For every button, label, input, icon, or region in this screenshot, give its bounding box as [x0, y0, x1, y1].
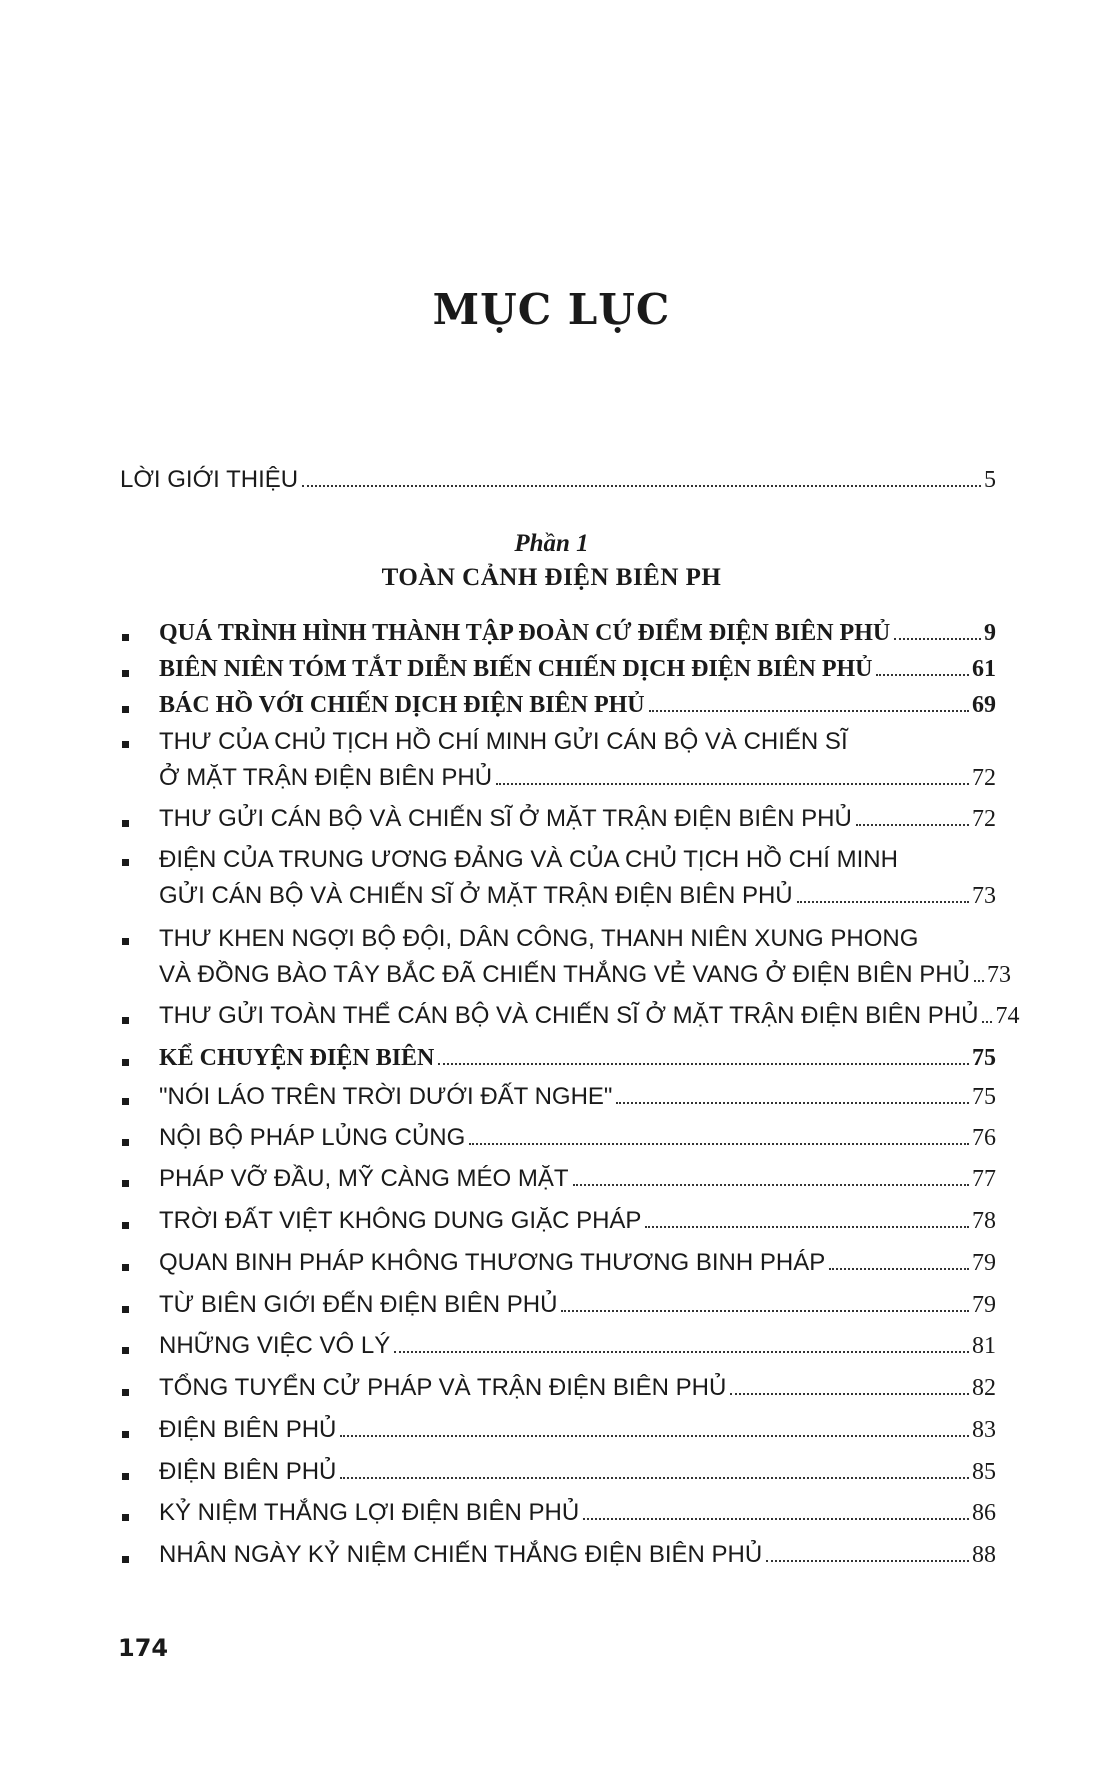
dot-leader — [302, 485, 981, 487]
toc-entry[interactable] — [120, 925, 1011, 993]
toc-entry-title: LỜI GIỚI THIỆU — [120, 466, 299, 493]
toc-entry-title: KỂ CHUYỆN ĐIỆN BIÊN — [159, 1045, 435, 1071]
bullet-icon — [122, 1389, 129, 1396]
toc-entry-title-line1: THƯ CỦA CHỦ TỊCH HỒ CHÍ MINH GỬI CÁN BỘ VÀ CHIẾN SĨ — [159, 728, 848, 755]
toc-entry-title: BIÊN NIÊN TÓM TẮT DIỄN BIẾN CHIẾN DỊCH ĐIỆN BIÊN PHỦ — [159, 656, 873, 682]
dot-leader — [766, 1560, 969, 1562]
page-title: MỤC LỤC — [432, 285, 671, 334]
toc-entry-page: 72 — [972, 765, 996, 791]
toc-entry-title: QUAN BINH PHÁP KHÔNG THƯƠNG THƯƠNG BINH PHÁP — [159, 1249, 826, 1276]
toc-entry-title-line1: ĐIỆN CỦA TRUNG ƯƠNG ĐẢNG VÀ CỦA CHỦ TỊCH HỒ CHÍ MINH — [159, 846, 898, 873]
bullet-icon — [122, 938, 129, 945]
toc-entry-title: Ở MẶT TRẬN ĐIỆN BIÊN PHỦ — [159, 764, 493, 791]
bullet-icon — [122, 1098, 129, 1105]
toc-entry[interactable] — [120, 1283, 996, 1323]
bullet-icon — [122, 1059, 129, 1066]
toc-entry-title: QUÁ TRÌNH HÌNH THÀNH TẬP ĐOÀN CỨ ĐIỂM ĐIỆN BIÊN PHỦ — [159, 620, 891, 646]
toc-entry-page: 75 — [972, 1084, 996, 1110]
page-number: 174 — [118, 1634, 169, 1662]
toc-entry-title: THƯ GỬI CÁN BỘ VÀ CHIẾN SĨ Ở MẶT TRẬN ĐIỆN BIÊN PHỦ — [159, 805, 852, 832]
bullet-icon — [122, 820, 129, 827]
toc-entry-page: 81 — [972, 1333, 996, 1359]
dot-leader — [469, 1143, 969, 1145]
bullet-icon — [122, 1556, 129, 1563]
toc-entry-title: GỬI CÁN BỘ VÀ CHIẾN SĨ Ở MẶT TRẬN ĐIỆN BIÊN PHỦ — [159, 882, 793, 909]
toc-entry-title-line1: THƯ KHEN NGỢI BỘ ĐỘI, DÂN CÔNG, THANH NIÊN XUNG PHONG — [159, 925, 919, 952]
toc-entry[interactable] — [120, 1241, 996, 1281]
toc-entry[interactable] — [120, 1199, 996, 1239]
toc-entry-page: 86 — [972, 1500, 996, 1526]
dot-leader — [829, 1268, 969, 1270]
dot-leader — [583, 1518, 969, 1520]
toc-entry-page: 9 — [984, 620, 996, 646]
toc-entry-title: TỔNG TUYỂN CỬ PHÁP VÀ TRẬN ĐIỆN BIÊN PHỦ — [159, 1374, 727, 1401]
bullet-icon — [122, 1431, 129, 1438]
toc-entry[interactable] — [120, 1116, 996, 1156]
bullet-icon — [122, 1222, 129, 1229]
bullet-icon — [122, 859, 129, 866]
toc-entry-page: 82 — [972, 1375, 996, 1401]
dot-leader — [438, 1063, 969, 1065]
toc-entry[interactable] — [120, 728, 996, 796]
part-title: TOÀN CẢNH ĐIỆN BIÊN PH — [381, 564, 722, 591]
toc-entry[interactable] — [120, 1324, 996, 1364]
dot-leader — [894, 638, 981, 640]
bullet-icon — [122, 706, 129, 713]
toc-entry-page: 88 — [972, 1542, 996, 1568]
toc-entry-page: 69 — [972, 692, 996, 718]
toc-entry[interactable] — [120, 1408, 996, 1448]
toc-entry-title: KỶ NIỆM THẮNG LỢI ĐIỆN BIÊN PHỦ — [159, 1499, 580, 1526]
toc-entry[interactable] — [120, 647, 996, 687]
toc-entry-page: 79 — [972, 1292, 996, 1318]
toc-entry-page: 74 — [995, 1003, 1020, 1029]
toc-entry-title: TỪ BIÊN GIỚI ĐẾN ĐIỆN BIÊN PHỦ — [159, 1291, 558, 1318]
toc-intro-entry[interactable] — [120, 458, 996, 498]
part-label: Phần 1 — [514, 530, 589, 557]
toc-entry-title: NHÂN NGÀY KỶ NIỆM CHIẾN THẮNG ĐIỆN BIÊN PHỦ — [159, 1541, 763, 1568]
toc-entry-page: 78 — [972, 1208, 996, 1234]
toc-entry[interactable] — [120, 1366, 996, 1406]
toc-entry[interactable] — [120, 1450, 996, 1490]
bullet-icon — [122, 1514, 129, 1521]
toc-entry[interactable] — [120, 611, 996, 651]
dot-leader — [649, 710, 969, 712]
toc-entry-title: THƯ GỬI TOÀN THỂ CÁN BỘ VÀ CHIẾN SĨ Ở MẶT TRẬN ĐIỆN BIÊN PHỦ — [159, 1002, 979, 1029]
toc-entry-title: TRỜI ĐẤT VIỆT KHÔNG DUNG GIẶC PHÁP — [159, 1207, 642, 1234]
toc-entry-title: NHỮNG VIỆC VÔ LÝ — [159, 1332, 391, 1359]
dot-leader — [340, 1435, 969, 1437]
toc-entry-title: ĐIỆN BIÊN PHỦ — [159, 1416, 337, 1443]
bullet-icon — [122, 670, 129, 677]
dot-leader — [496, 783, 969, 785]
bullet-icon — [122, 1347, 129, 1354]
toc-entry-page: 73 — [972, 883, 996, 909]
toc-entry-title: "NÓI LÁO TRÊN TRỜI DƯỚI ĐẤT NGHE" — [159, 1083, 613, 1110]
dot-leader — [645, 1226, 969, 1228]
toc-entry-title: NỘI BỘ PHÁP LỦNG CỦNG — [159, 1124, 466, 1151]
toc-entry[interactable] — [120, 1075, 996, 1115]
toc-entry-page: 79 — [972, 1250, 996, 1276]
bullet-icon — [122, 1180, 129, 1187]
bullet-icon — [122, 1264, 129, 1271]
dot-leader — [876, 674, 969, 676]
toc-entry[interactable] — [120, 846, 996, 914]
bullet-icon — [122, 634, 129, 641]
bullet-icon — [122, 741, 129, 748]
dot-leader — [616, 1102, 969, 1104]
toc-entry-page: 85 — [972, 1459, 996, 1485]
toc-entry[interactable] — [120, 994, 1020, 1034]
toc-entry-page: 77 — [972, 1166, 996, 1192]
toc-entry-page: 76 — [972, 1125, 996, 1151]
dot-leader — [797, 901, 969, 903]
dot-leader — [982, 1021, 992, 1023]
toc-entry[interactable] — [120, 1533, 996, 1573]
toc-entry-title: VÀ ĐỒNG BÀO TÂY BẮC ĐÃ CHIẾN THẮNG VẺ VANG Ở ĐIỆN BIÊN PHỦ — [159, 961, 970, 988]
bullet-icon — [122, 1473, 129, 1480]
toc-entry[interactable] — [120, 1157, 996, 1197]
toc-entry[interactable] — [120, 683, 996, 723]
bullet-icon — [122, 1017, 129, 1024]
toc-entry-page: 75 — [972, 1045, 996, 1071]
toc-entry[interactable] — [120, 1491, 996, 1531]
dot-leader — [561, 1310, 969, 1312]
toc-entry-page: 83 — [972, 1417, 996, 1443]
dot-leader — [394, 1351, 969, 1353]
dot-leader — [573, 1184, 969, 1186]
toc-entry-title: PHÁP VỠ ĐẦU, MỸ CÀNG MÉO MẶT — [159, 1165, 569, 1192]
toc-entry-title: BÁC HỒ VỚI CHIẾN DỊCH ĐIỆN BIÊN PHỦ — [159, 692, 645, 718]
toc-entry-page: 61 — [972, 656, 996, 682]
dot-leader — [730, 1393, 969, 1395]
toc-entry[interactable] — [120, 797, 996, 837]
dot-leader — [340, 1477, 969, 1479]
bullet-icon — [122, 1139, 129, 1146]
dot-leader — [856, 824, 969, 826]
toc-entry[interactable] — [120, 1036, 996, 1076]
toc-entry-page: 72 — [972, 806, 996, 832]
toc-entry-page: 73 — [986, 962, 1011, 988]
toc-entry-page: 5 — [984, 467, 996, 493]
dot-leader — [974, 980, 984, 982]
toc-entry-title: ĐIỆN BIÊN PHỦ — [159, 1458, 337, 1485]
bullet-icon — [122, 1306, 129, 1313]
